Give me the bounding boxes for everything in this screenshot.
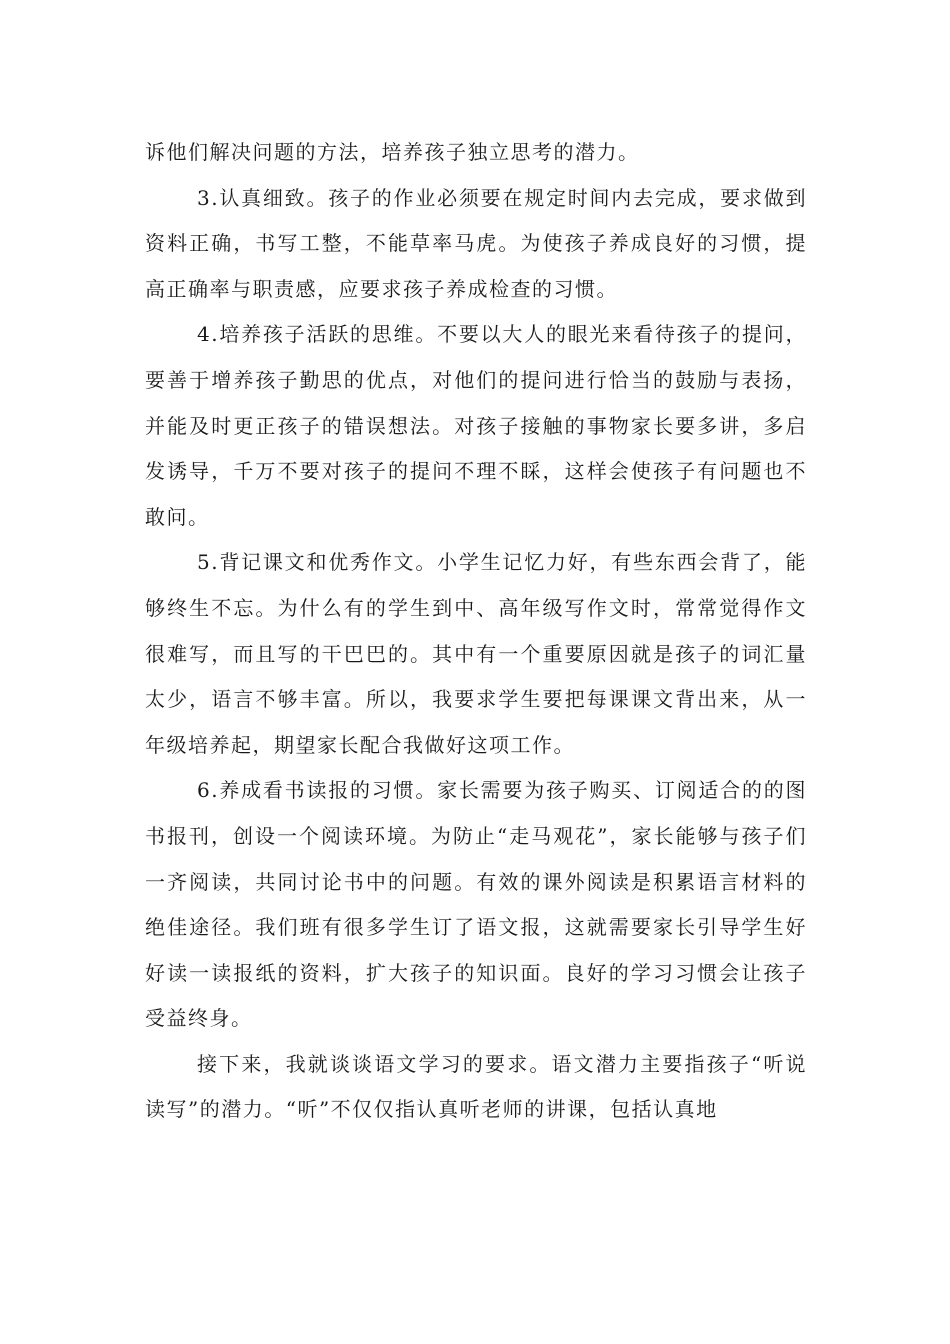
document-body	[145, 130, 807, 1133]
paragraph-item-3: 3.认真细致。孩子的作业必须要在规定时间内去完成，要求做到资料正确，书写工整，不能草率马虎。为使孩子养成良好的习惯，提高正确率与职责感，应要求孩子养成检查的习惯。	[145, 185, 807, 301]
paragraph-item-5: 5.背记课文和优秀作文。小学生记忆力好，有些东西会背了，能够终生不忘。为什么有的学生到中、高年级写作文时，常常觉得作文很难写，而且写的干巴巴的。其中有一个重要原因就是孩子的词汇量太少，语言不够丰富。所以，我要求学生要把每课课文背出来，从一年级培养起，期望家长配合我做好这项工作。	[145, 550, 807, 757]
paragraph-requirements: 接下来，我就谈谈语文学习的要求。语文潜力主要指孩子“听说读写”的潜力。“听”不仅仅指认真听老师的讲课，包括认真地	[145, 1051, 807, 1122]
paragraph-item-6: 6.养成看书读报的习惯。家长需要为孩子购买、订阅适合的的图书报刊，创设一个阅读环境。为防止“走马观花”，家长能够与孩子们一齐阅读，共同讨论书中的问题。有效的课外阅读是积累语言材料的绝佳途径。我们班有很多学生订了语文报，这就需要家长引导学生好好读一读报纸的资料，扩大孩子的知识面。良好的学习习惯会让孩子受益终身。	[145, 778, 807, 1031]
paragraph-item-4: 4.培养孩子活跃的思维。不要以大人的眼光来看待孩子的提问，要善于增养孩子勤思的优点，对他们的提问进行恰当的鼓励与表扬，并能及时更正孩子的错误想法。对孩子接触的事物家长要多讲，多启发诱导，千万不要对孩子的提问不理不睬，这样会使孩子有问题也不敢问。	[145, 322, 807, 529]
paragraph-continuation: 诉他们解决问题的方法，培养孩子独立思考的潜力。	[145, 140, 640, 164]
